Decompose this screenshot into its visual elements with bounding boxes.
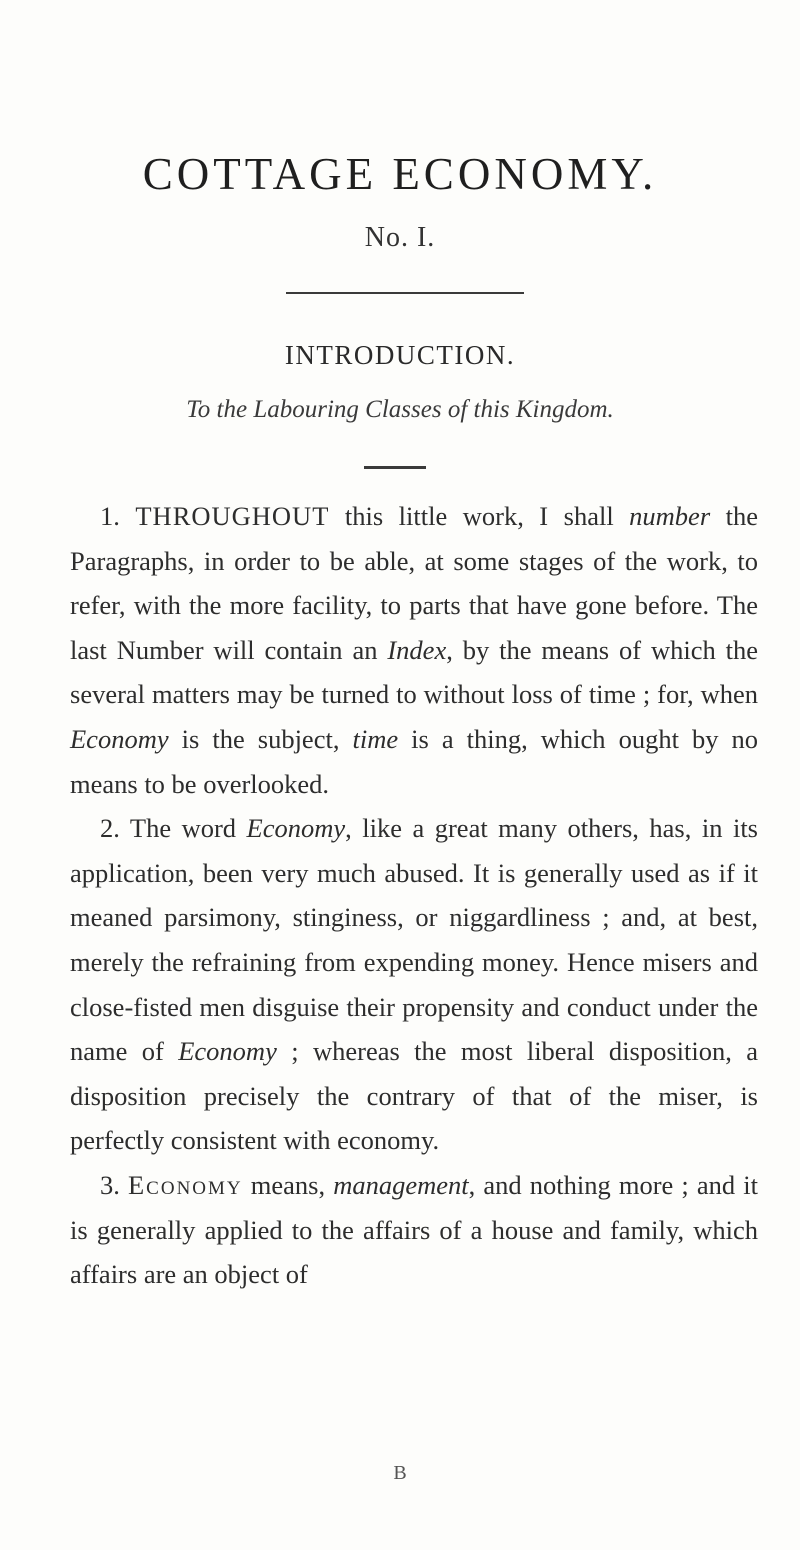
book-title: COTTAGE ECONOMY. [142, 149, 658, 199]
text-run: ; whereas the most liberal disposition, a disposition precisely the contrary of that of the miser, is perfectly consistent with economy. [70, 1036, 758, 1156]
signature-mark: B [393, 1462, 407, 1484]
title-divider [286, 292, 524, 294]
text-run: the Paragraphs, in order to be able, at some stages of the work, to refer, with the more facility, to parts that have gone before. The last Number will contain an [70, 501, 759, 665]
paragraph-number: 1. [100, 501, 120, 531]
italic-run: Economy [70, 723, 169, 754]
text-run: is the subject, [168, 723, 353, 754]
italic-run: number [629, 501, 711, 531]
text-run: this little work, I shall [329, 501, 630, 531]
text-run: , like a great many others, has, in its application, been very much abused. It is generally used as if it meaned parsimony, stinginess, or niggardliness ; and, at best, merely the refraining from expending money. Hence misers and close-fisted men disguise their propensity and conduct under the name of [70, 813, 758, 1067]
paragraph-3 [70, 1163, 758, 1297]
section-heading: INTRODUCTION. [284, 340, 516, 370]
paragraph-number: 3. [100, 1169, 120, 1200]
paragraph-1 [70, 494, 758, 806]
section-divider [364, 466, 426, 469]
italic-run: Economy [178, 1036, 277, 1067]
issue-number: No. I. [364, 222, 436, 253]
text-run: , and nothing more ; and it is generally applied to the affairs of a house and family, which affairs are an object of [70, 1169, 758, 1290]
lead-word: THROUGHOUT [135, 501, 330, 531]
text-run: The word [119, 813, 247, 844]
italic-run: Economy [246, 813, 346, 844]
paragraph-number: 2. [100, 813, 120, 844]
italic-run: Index [387, 634, 447, 665]
text-run: , by the means of which the several matters may be turned to without loss of time ; for, when [70, 634, 758, 710]
body-text [70, 494, 758, 1297]
text-run: means, [242, 1169, 334, 1200]
paragraph-2 [70, 806, 758, 1163]
italic-run: time [352, 723, 399, 754]
italic-run: management [333, 1169, 469, 1200]
text-run: is a thing, which ought by no means to be overlooked. [70, 723, 758, 799]
dedication-line: To the Labouring Classes of this Kingdom. [186, 396, 614, 423]
lead-word: Economy [128, 1169, 243, 1200]
